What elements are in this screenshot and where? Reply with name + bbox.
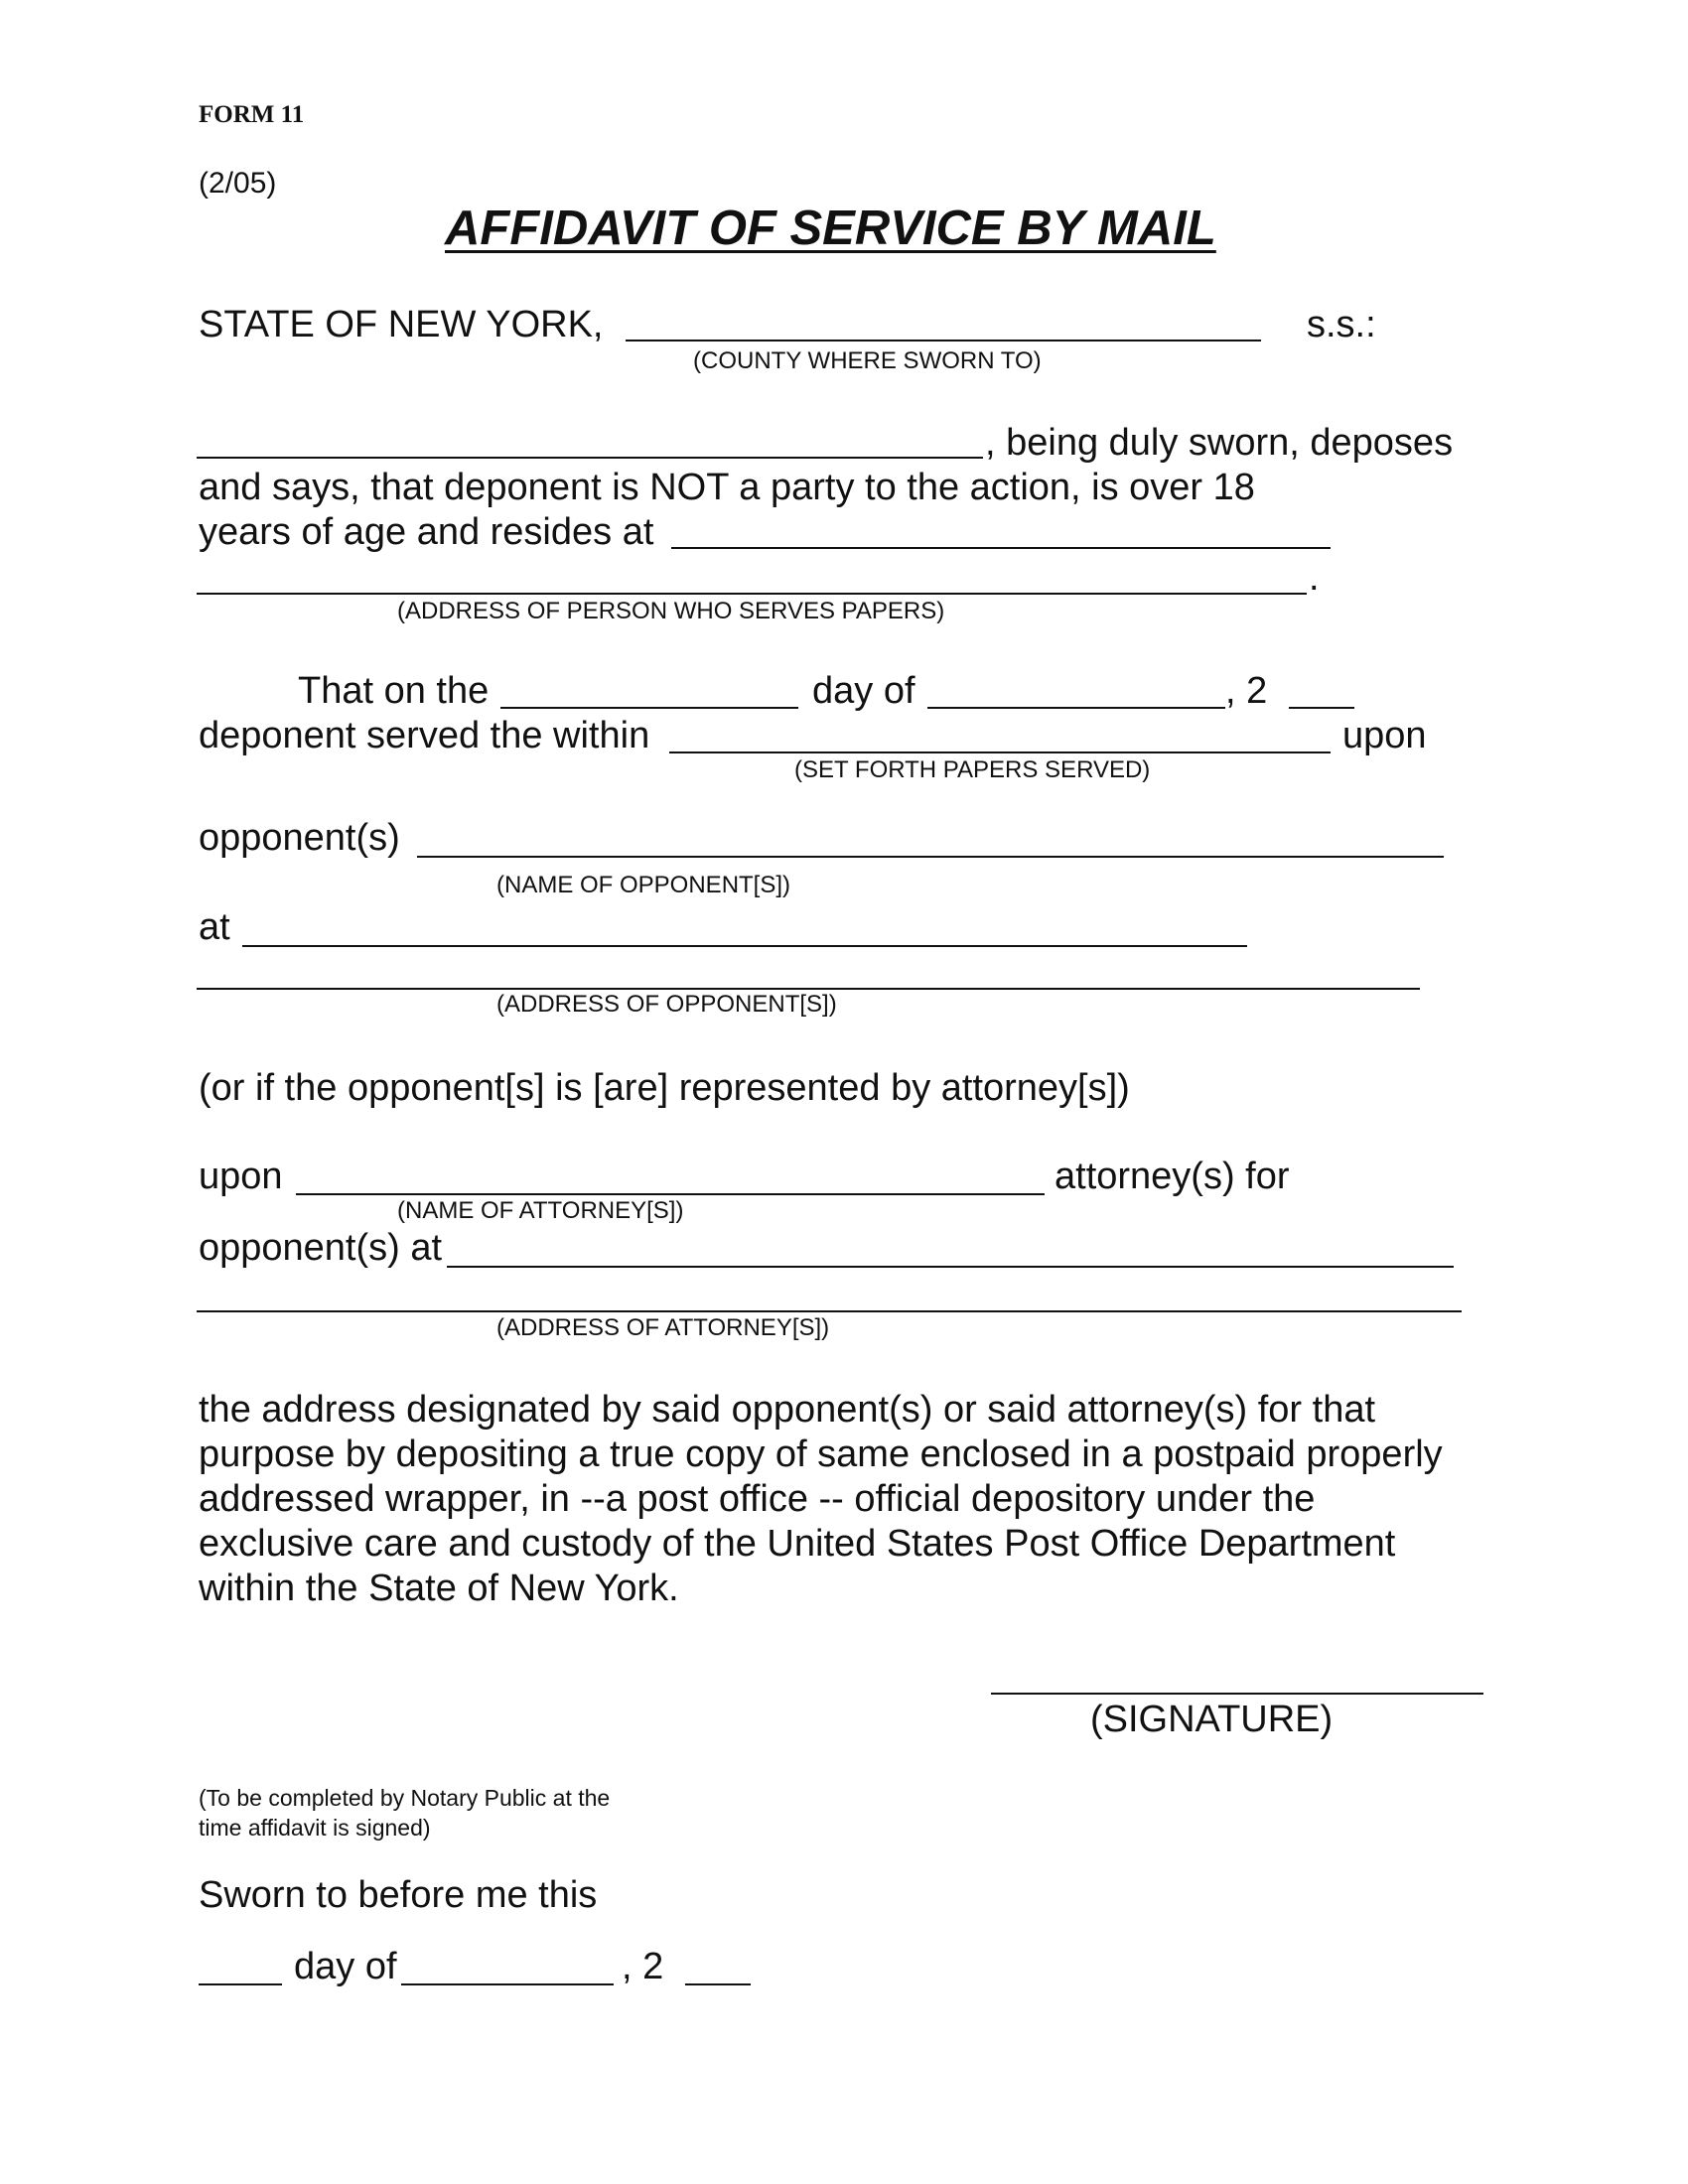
address-period: . bbox=[1309, 557, 1320, 599]
attorney-upon-label: upon bbox=[199, 1156, 283, 1197]
notary-note-line-1: (To be completed by Notary Public at the bbox=[199, 1785, 611, 1811]
attorney-address-field-2[interactable] bbox=[197, 1310, 1462, 1312]
page-title: AFFIDAVIT OF SERVICE BY MAIL bbox=[445, 202, 1216, 255]
served-within-text: deponent served the within bbox=[199, 715, 650, 756]
county-field[interactable] bbox=[626, 340, 1261, 341]
sworn-text: , being duly sworn, deposes bbox=[985, 422, 1454, 464]
attorney-opponents-at: opponent(s) at bbox=[199, 1227, 443, 1269]
attorney-for-text: attorney(s) for bbox=[1055, 1156, 1290, 1197]
sworn-before-text: Sworn to before me this bbox=[199, 1874, 598, 1916]
opponent-name-field[interactable] bbox=[417, 856, 1444, 858]
closing-paragraph bbox=[199, 1388, 1489, 1611]
attorney-name-caption: (NAME OF ATTORNEY[S]) bbox=[397, 1197, 684, 1224]
venue-ss: s.s.: bbox=[1307, 304, 1376, 345]
notary-year-prefix: , 2 bbox=[622, 1946, 664, 1987]
venue-state: STATE OF NEW YORK, bbox=[199, 304, 604, 345]
closing-line-3: addressed wrapper, in --a post office -- official depository under the bbox=[199, 1478, 1316, 1520]
resides-text: years of age and resides at bbox=[199, 511, 654, 553]
attorney-intro: (or if the opponent[s] is [are] represented by attorney[s]) bbox=[199, 1067, 1130, 1109]
signature-field[interactable] bbox=[991, 1693, 1483, 1695]
that-on-text: That on the bbox=[298, 670, 490, 712]
county-caption: (COUNTY WHERE SWORN TO) bbox=[693, 347, 1042, 374]
closing-line-2: purpose by depositing a true copy of same enclosed in a postpaid properly bbox=[199, 1433, 1443, 1475]
opponent-label: opponent(s) bbox=[199, 817, 400, 859]
notary-month-field[interactable] bbox=[401, 1983, 614, 1985]
deponent-address-field[interactable] bbox=[671, 547, 1331, 549]
opponent-name-caption: (NAME OF OPPONENT[S]) bbox=[496, 872, 791, 898]
closing-line-4: exclusive care and custody of the United States Post Office Department bbox=[199, 1523, 1396, 1565]
attorney-address-field[interactable] bbox=[447, 1266, 1454, 1268]
deponent-address-caption: (ADDRESS OF PERSON WHO SERVES PAPERS) bbox=[397, 598, 945, 624]
opponent-address-field-2[interactable] bbox=[197, 988, 1420, 990]
service-year-prefix: , 2 bbox=[1225, 670, 1268, 712]
opponent-address-caption: (ADDRESS OF OPPONENT[S]) bbox=[496, 991, 837, 1018]
notary-day-of: day of bbox=[294, 1946, 397, 1987]
closing-line-5: within the State of New York. bbox=[199, 1568, 679, 1609]
closing-line-1: the address designated by said opponent(s) or said attorney(s) for that bbox=[199, 1389, 1376, 1431]
notary-note-line-2: time affidavit is signed) bbox=[199, 1815, 431, 1841]
attorney-address-caption: (ADDRESS OF ATTORNEY[S]) bbox=[496, 1314, 830, 1341]
service-year-field[interactable] bbox=[1289, 707, 1354, 709]
deponent-name-field[interactable] bbox=[197, 457, 983, 459]
signature-caption: (SIGNATURE) bbox=[1090, 1699, 1334, 1740]
attorney-name-field[interactable] bbox=[296, 1193, 1045, 1195]
service-day-field[interactable] bbox=[500, 707, 798, 709]
opponent-at-label: at bbox=[199, 906, 230, 948]
upon-text: upon bbox=[1342, 715, 1427, 756]
service-day-of: day of bbox=[812, 670, 915, 712]
form-number: FORM 11 bbox=[199, 101, 305, 128]
papers-served-field[interactable] bbox=[669, 751, 1331, 753]
notary-day-field[interactable] bbox=[199, 1983, 282, 1985]
deponent-address-field-2[interactable] bbox=[197, 593, 1307, 595]
service-month-field[interactable] bbox=[927, 707, 1225, 709]
papers-caption: (SET FORTH PAPERS SERVED) bbox=[794, 756, 1151, 783]
opponent-address-field[interactable] bbox=[242, 945, 1247, 947]
deponent-line-2: and says, that deponent is NOT a party to the action, is over 18 bbox=[199, 467, 1255, 508]
notary-year-field[interactable] bbox=[685, 1983, 751, 1985]
form-revision: (2/05) bbox=[199, 167, 277, 200]
